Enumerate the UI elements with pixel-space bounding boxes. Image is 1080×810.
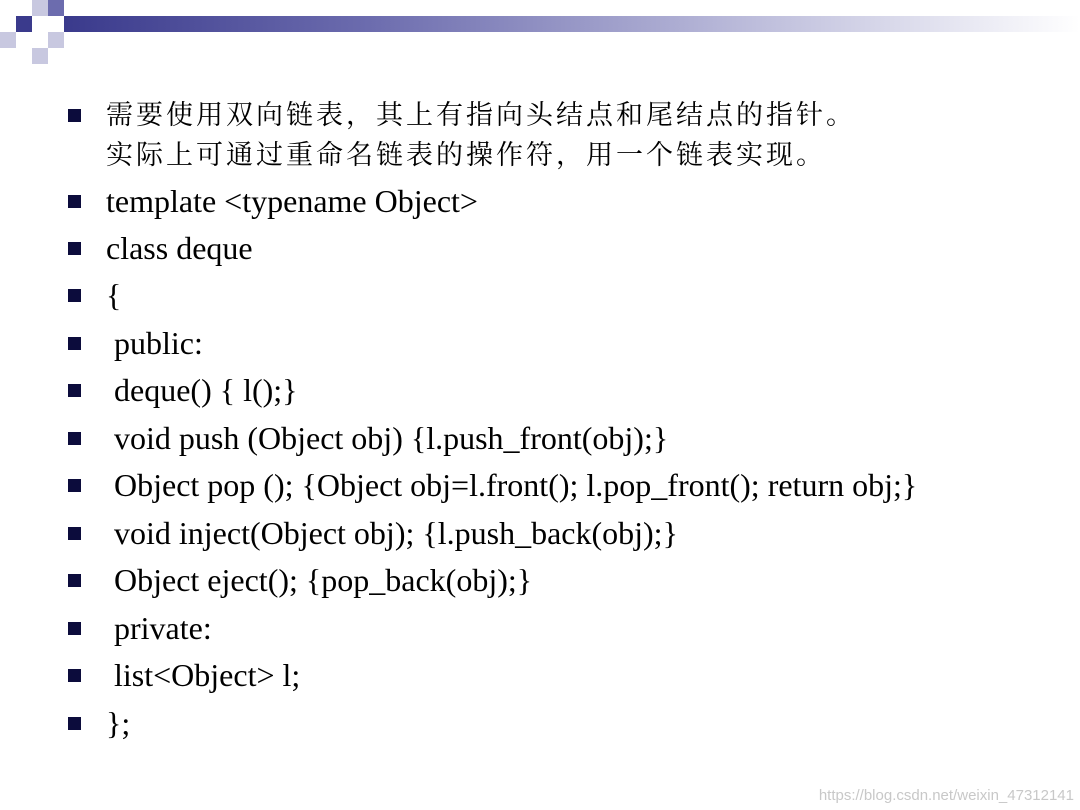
code-line: Object pop (); {Object obj=l.front(); l.pop_front(); return obj;} — [106, 467, 918, 503]
bullet-square-icon — [68, 384, 81, 397]
bullet-square-icon — [68, 242, 81, 255]
bullet-text-line-1: 需要使用双向链表，其上有指向头结点和尾结点的指针。 — [106, 100, 856, 131]
bullet-text-line-2: 实际上可通过重命名链表的操作符，用一个链表实现。 — [106, 140, 826, 171]
code-line: void inject(Object obj); {l.push_back(obj);} — [106, 515, 678, 551]
bullet-square-icon — [68, 574, 81, 587]
slide-header-decoration — [0, 0, 1080, 70]
header-square — [48, 32, 64, 48]
code-line: template <typename Object> — [106, 183, 478, 219]
header-square — [48, 0, 64, 16]
watermark-url: https://blog.csdn.net/weixin_47312141 — [818, 787, 1074, 804]
bullet-square-icon — [68, 527, 81, 540]
code-line: void push (Object obj) {l.push_front(obj);} — [106, 420, 669, 456]
bullet-square-icon — [68, 669, 81, 682]
code-line: private: — [106, 610, 212, 646]
code-line: Object eject(); {pop_back(obj);} — [106, 562, 533, 598]
code-line: }; — [106, 705, 131, 741]
bullet-square-icon — [68, 337, 81, 350]
bullet-square-icon — [68, 432, 81, 445]
bullet-square-icon — [68, 622, 81, 635]
code-line: list<Object> l; — [106, 657, 301, 693]
code-line: deque() { l();} — [106, 372, 298, 408]
bullet-square-icon — [68, 479, 81, 492]
bullet-square-icon — [68, 195, 81, 208]
header-square — [16, 16, 32, 32]
header-gradient-bar — [64, 16, 1080, 32]
code-line: public: — [106, 325, 203, 361]
bullet-square-icon — [68, 289, 81, 302]
code-line: class deque — [106, 230, 253, 266]
code-line: { — [106, 277, 122, 313]
bullet-square-icon — [68, 717, 81, 730]
bullet-square-icon — [68, 109, 81, 122]
header-square — [32, 0, 48, 16]
header-square — [32, 48, 48, 64]
header-square — [0, 32, 16, 48]
